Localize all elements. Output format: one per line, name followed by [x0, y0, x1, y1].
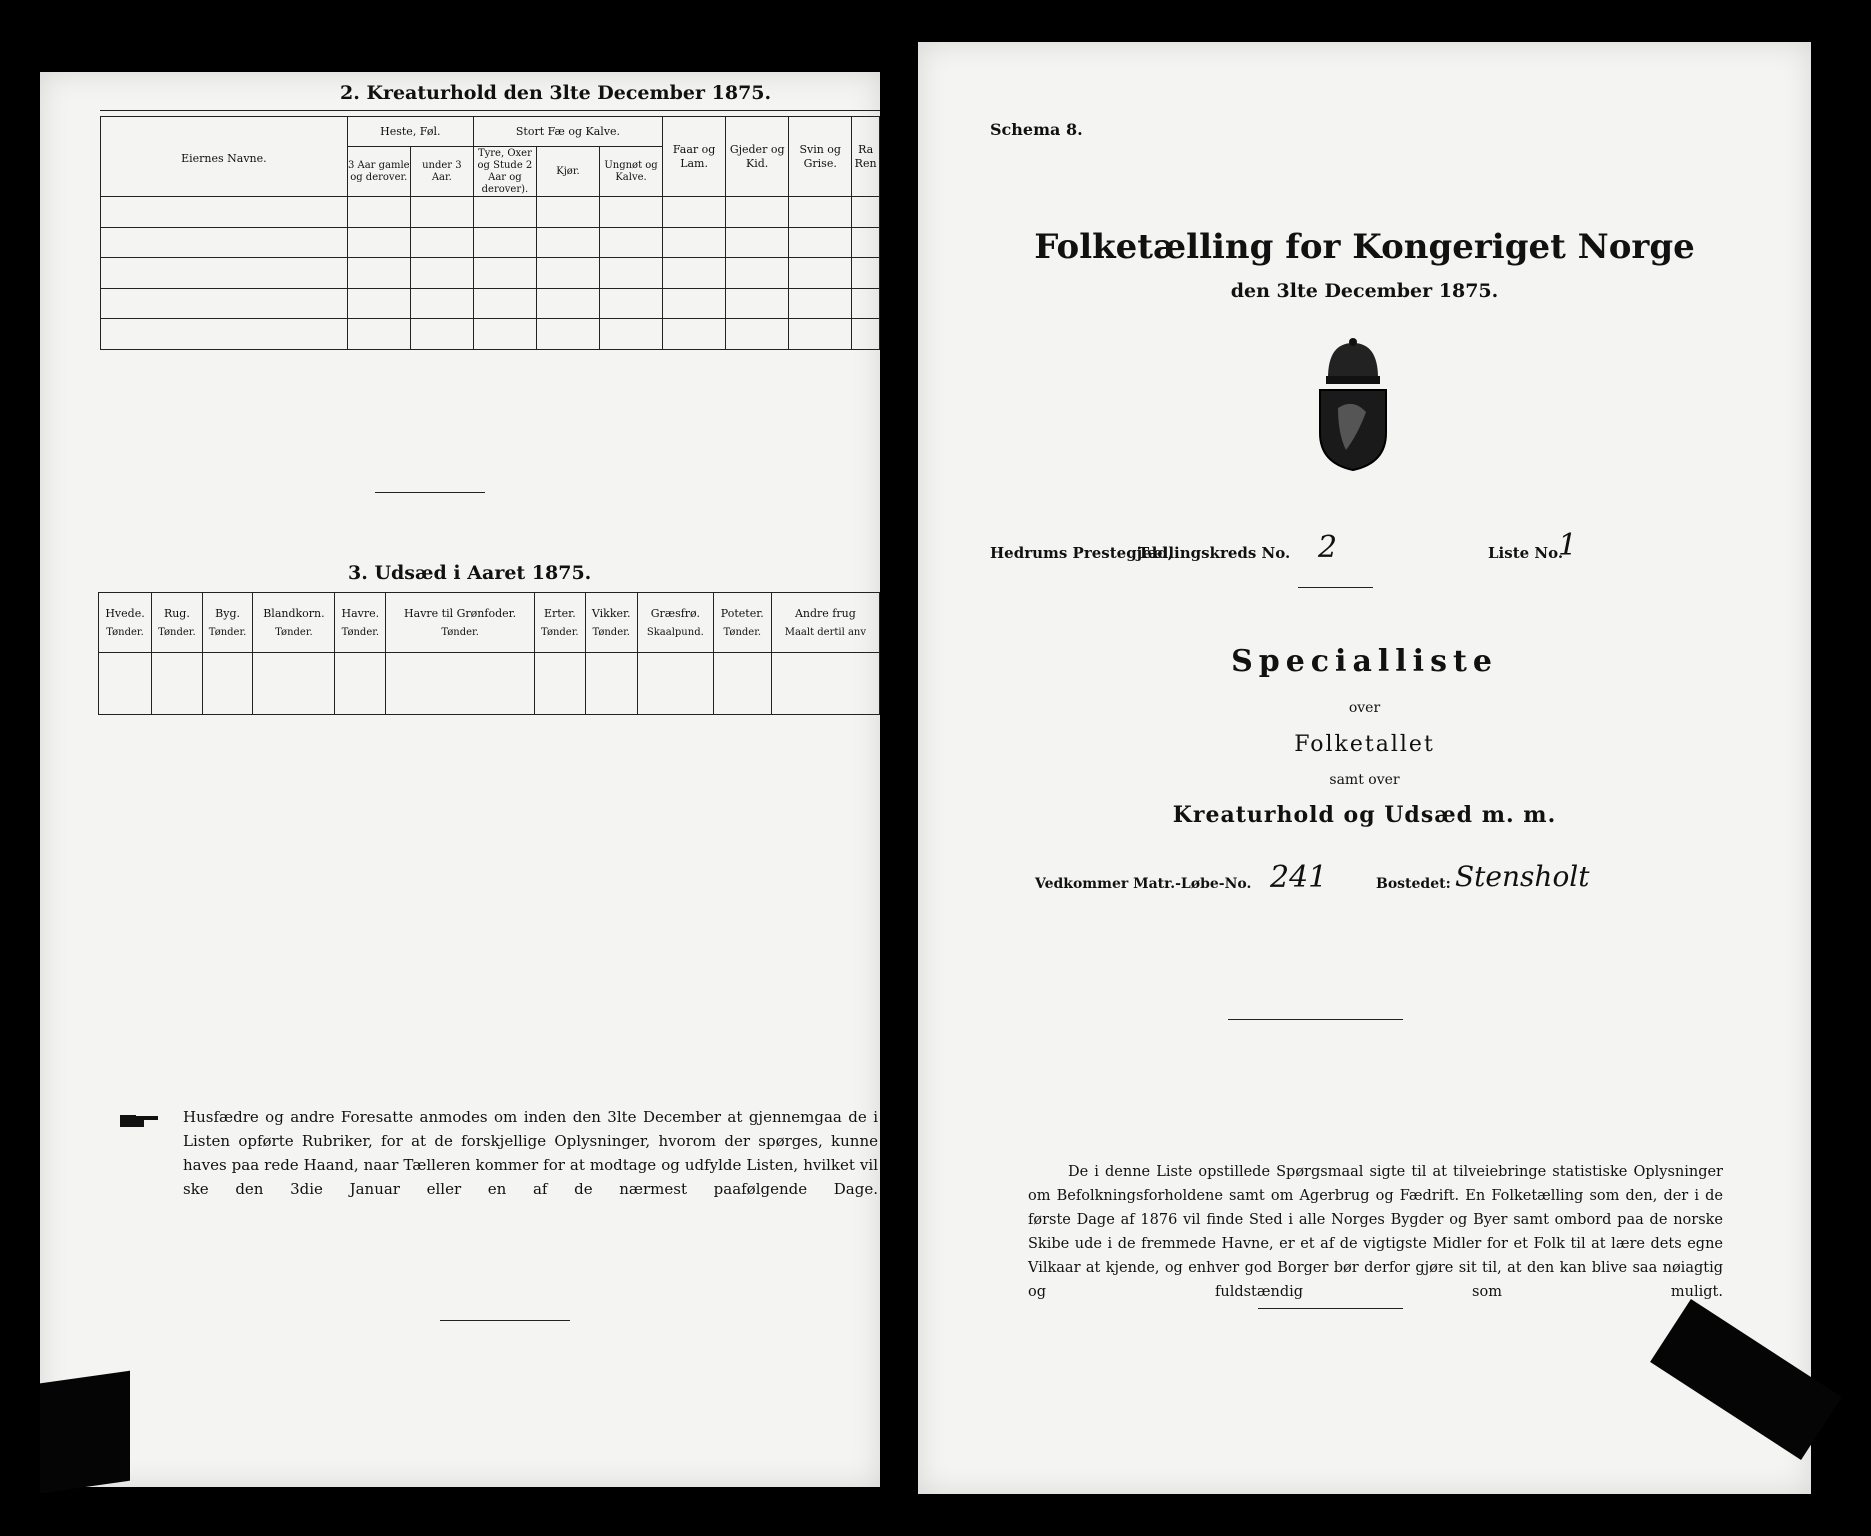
cattle-header: Stort Fæ og Kalve.	[473, 117, 662, 147]
seed-column-unit: Tønder.	[158, 626, 196, 638]
seed-column-unit: Skaalpund.	[646, 626, 704, 638]
coat-of-arms-icon	[1308, 338, 1398, 473]
seed-column-header	[637, 593, 713, 653]
section2-title: 2. Kreaturhold den 3lte December 1875.	[340, 82, 772, 104]
seed-column-header	[99, 593, 152, 653]
seed-cell	[202, 653, 253, 715]
seed-column-unit: Tønder.	[208, 626, 247, 638]
pigs-header: Svin og Grise.	[789, 117, 852, 197]
seed-cell	[253, 653, 335, 715]
pointing-hand-icon	[120, 1112, 160, 1130]
divider	[1298, 587, 1373, 588]
right-page	[918, 42, 1811, 1494]
table-row	[101, 288, 880, 319]
seed-table	[98, 592, 880, 715]
table-row	[101, 197, 880, 228]
seed-column-header	[253, 593, 335, 653]
matr-number: 241	[1270, 860, 1328, 895]
horses-young-header: under 3 Aar.	[410, 147, 473, 197]
list-number: 1	[1558, 528, 1578, 563]
specialliste-title: Specialliste	[1231, 644, 1498, 679]
seed-column-unit: Maalt dertil anv	[784, 626, 867, 638]
left-page	[40, 72, 880, 1487]
seed-column-header	[534, 593, 585, 653]
horses-header: Heste, Føl.	[347, 117, 473, 147]
sheep-header: Faar og Lam.	[663, 117, 726, 197]
seed-cell	[99, 653, 152, 715]
seed-column-header	[152, 593, 203, 653]
young-cattle-header: Ungnøt og Kalve.	[600, 147, 663, 197]
seed-column-unit: Tønder.	[106, 626, 144, 638]
over-text: over	[1348, 700, 1381, 716]
matr-label: Vedkommer Matr.-Løbe-No.	[1035, 876, 1252, 892]
cows-header: Kjør.	[536, 147, 599, 197]
district-number: 2	[1318, 530, 1338, 565]
folketallet-text: Folketallet	[1294, 732, 1435, 757]
divider	[440, 1320, 570, 1321]
clip-shadow	[1650, 1299, 1842, 1460]
seed-column-unit: Tønder.	[341, 626, 380, 638]
table2-top-rule	[100, 110, 880, 111]
divider	[375, 492, 485, 493]
seed-column-header	[771, 593, 879, 653]
bosted-value: Stensholt	[1455, 860, 1590, 893]
seed-column-name: Blandkorn.	[263, 606, 325, 620]
seed-column-name: Hvede.	[105, 606, 145, 620]
section3-title: 3. Udsæd i Aaret 1875.	[348, 562, 592, 584]
seed-cell	[585, 653, 637, 715]
main-title: Folketælling for Kongeriget Norge	[1034, 227, 1695, 267]
goats-header: Gjeder og Kid.	[726, 117, 789, 197]
seed-cell	[386, 653, 535, 715]
schema-label: Schema 8.	[990, 120, 1083, 139]
seed-cell	[713, 653, 771, 715]
seed-cell	[152, 653, 203, 715]
horses-old-header: 3 Aar gamle og derover.	[347, 147, 410, 197]
seed-column-name: Rug.	[163, 606, 190, 620]
seed-column-name: Vikker.	[591, 606, 631, 620]
reindeer-header: Ra Ren	[852, 117, 880, 197]
district-label: Tællingskreds No.	[1138, 544, 1291, 562]
seed-column-unit: Tønder.	[723, 626, 762, 638]
seed-column-unit: Tønder.	[592, 626, 630, 638]
seed-cell	[771, 653, 879, 715]
seed-cell	[637, 653, 713, 715]
parish-label: Hedrums Prestegjeld,	[990, 544, 1174, 562]
seed-column-header	[386, 593, 535, 653]
seed-column-header	[202, 593, 253, 653]
seed-column-name: Byg.	[215, 606, 240, 620]
seed-column-unit: Tønder.	[541, 626, 579, 638]
explanation-paragraph: De i denne Liste opstillede Spørgsmaal sigte til at tilveiebringe statistiske Oplysninger om Befolkningsforholdene samt om Agerbrug og Fædrift. En Folketælling som den, der i de første Dage af 1876 vil finde Sted i alle Norges Bygder og Byer samt ombord paa de norske Skibe ude i de fremmede Havne, er et af de vigtigste Midler for et Folk til at lære dets egne Vilkaar at kjende, og enhver god Borger bør derfor gjøre sit til, at den kan blive saa nøiagtig og fuldstændig som muligt.	[1028, 1164, 1723, 1300]
clip-shadow	[40, 1371, 130, 1494]
samt-over-text: samt over	[1329, 772, 1400, 788]
seed-column-header	[713, 593, 771, 653]
seed-column-name: Poteter.	[720, 606, 764, 620]
bulls-header: Tyre, Oxer og Stude 2 Aar og derover).	[473, 147, 536, 197]
seed-column-header	[585, 593, 637, 653]
seed-column-name: Havre til Grønfoder.	[404, 606, 517, 620]
list-label: Liste No.	[1488, 544, 1564, 562]
bosted-label: Bostedet:	[1376, 876, 1451, 892]
table-row	[101, 319, 880, 350]
livestock-table	[100, 116, 880, 350]
seed-column-unit: Tønder.	[441, 626, 479, 638]
seed-column-name: Erter.	[543, 606, 576, 620]
kreaturhold-text: Kreaturhold og Udsæd m. m.	[1172, 802, 1557, 828]
divider	[1228, 1019, 1403, 1020]
table-row	[101, 258, 880, 289]
owner-header: Eiernes Navne.	[101, 117, 348, 197]
seed-column-name: Havre.	[341, 606, 380, 620]
subtitle: den 3lte December 1875.	[1230, 280, 1499, 302]
seed-column-name: Græsfrø.	[650, 606, 700, 620]
divider	[1258, 1308, 1403, 1309]
seed-column-header	[335, 593, 386, 653]
notice-text: Husfædre og andre Foresatte anmodes om inden den 3lte December at gjennemgaa de i Listen opførte Rubriker, for at de forskjellige Oplysninger, hvorom der spørges, kunne haves paa rede Haand, naar Tælleren kommer for at modtage og udfylde Listen, hvilket vil ske den 3die Januar eller en af de nærmest paafølgende Dage.	[183, 1108, 878, 1198]
table-row	[101, 227, 880, 258]
seed-column-unit: Tønder.	[275, 626, 313, 638]
seed-cell	[335, 653, 386, 715]
seed-cell	[534, 653, 585, 715]
seed-column-name: Andre frug	[794, 606, 856, 620]
